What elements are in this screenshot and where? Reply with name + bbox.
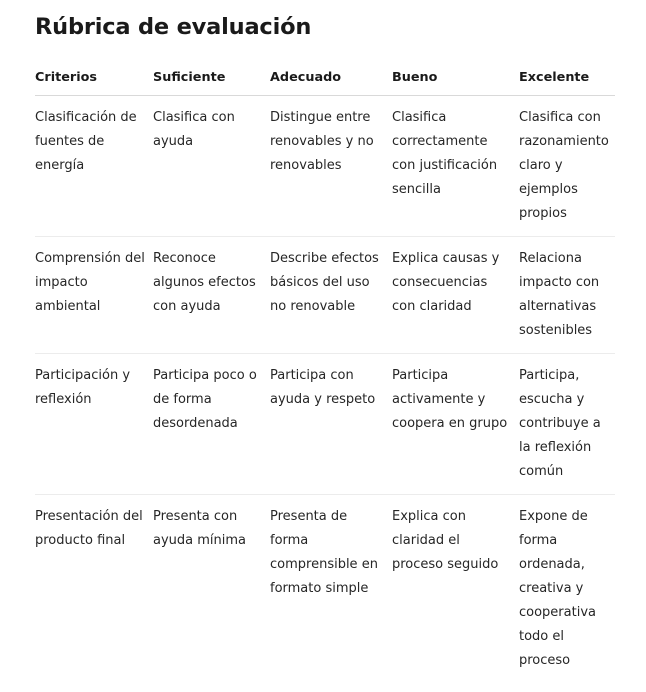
cell-excelente: Expone de forma ordenada, creativa y cooperativa todo el proceso: [519, 509, 596, 668]
header-bueno: Bueno: [392, 63, 519, 96]
cell-excelente: Relaciona impacto con alternativas sostenibles: [519, 237, 615, 354]
cell-bueno: Explica causas y consecuencias con claridad: [392, 237, 519, 354]
table-row: [35, 96, 615, 237]
rubric-table: [35, 63, 615, 683]
table-row: [35, 354, 615, 495]
cell-suficiente: Participa poco o de forma desordenada: [153, 354, 270, 495]
cell-suficiente: Clasifica con ayuda: [153, 96, 270, 237]
page-title: Rúbrica de evaluación: [35, 14, 312, 40]
cell-criterio: Comprensión del impacto ambiental: [35, 237, 153, 354]
cell-adecuado: Participa con ayuda y respeto: [270, 354, 392, 495]
header-criterios: Criterios: [35, 63, 153, 96]
cell-adecuado: Distingue entre renovables y no renovables: [270, 96, 392, 237]
cell-bueno: Explica con claridad el proceso seguido: [392, 509, 499, 572]
cell-adecuado: Presenta de forma comprensible en formato simple: [270, 509, 378, 596]
cell-excelente: Clasifica con razonamiento claro y ejemplos propios: [519, 96, 615, 237]
cell-bueno: Participa activamente y coopera en grupo: [392, 354, 519, 495]
cell-suficiente: Presenta con ayuda mínima: [153, 509, 247, 548]
cell-excelente: Participa, escucha y contribuye a la reflexión común: [519, 354, 615, 495]
cell-adecuado: Describe efectos básicos del uso no renovable: [270, 237, 392, 354]
cell-suficiente: Reconoce algunos efectos con ayuda: [153, 237, 270, 354]
cell-criterio: Presentación del producto final: [35, 509, 143, 548]
header-suficiente: Suficiente: [153, 63, 270, 96]
header-excelente: Excelente: [519, 63, 615, 96]
table-header-row: [35, 63, 615, 96]
table-row: [35, 237, 615, 354]
cell-bueno: Clasifica correctamente con justificación sencilla: [392, 96, 519, 237]
table-row: [35, 495, 615, 684]
header-adecuado: Adecuado: [270, 63, 392, 96]
cell-criterio: Participación y reflexión: [35, 354, 153, 495]
cell-criterio: Clasificación de fuentes de energía: [35, 96, 153, 237]
